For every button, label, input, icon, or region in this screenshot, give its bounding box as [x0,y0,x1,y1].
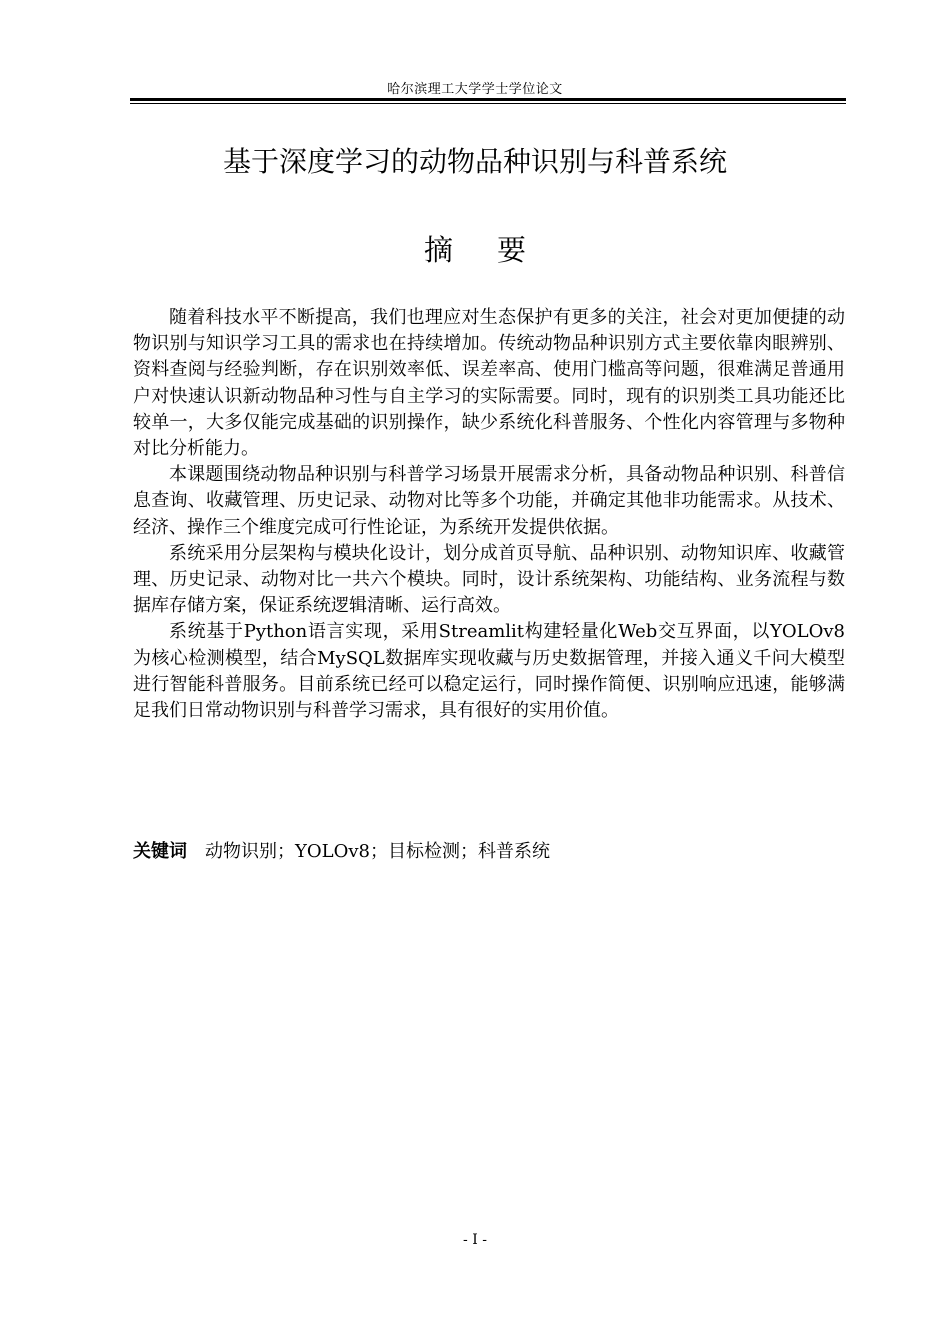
abstract-paragraph-4: 系统基于Python语言实现，采用Streamlit构建轻量化Web交互界面，以YOLOv8为核心检测模型，结合MySQL数据库实现收藏与历史数据管理，并接入通义千问大模型进行智能科普服务。目前系统已经可以稳定运行，同时操作简便、识别响应迅速，能够满足我们日常动物识别与科普学习需求，具有很好的实用价值。 [133,621,845,722]
thesis-title: 基于深度学习的动物品种识别与科普系统 [222,145,727,178]
keywords-line [133,837,845,867]
header-rule-thin [130,103,846,104]
abstract-paragraph-2: 本课题围绕动物品种识别与科普学习场景开展需求分析，具备动物品种识别、科普信息查询、收藏管理、历史记录、动物对比等多个功能，并确定其他非功能需求。从技术、经济、操作三个维度完成可行性论证，为系统开发提供依据。 [133,464,845,538]
abstract-heading: 摘要 [423,233,570,267]
abstract-paragraph-1: 随着科技水平不断提高，我们也理应对生态保护有更多的关注，社会对更加便捷的动物识别与知识学习工具的需求也在持续增加。传统动物品种识别方式主要依靠肉眼辨别、资料查阅与经验判断，存在识别效率低、误差率高、使用门槛高等问题，很难满足普通用户对快速认识新动物品种习性与自主学习的实际需要。同时，现有的识别类工具功能还比较单一，大多仅能完成基础的识别操作，缺少系统化科普服务、个性化内容管理与多物种对比分析能力。 [133,307,845,460]
page-number: - I - [463,1232,487,1248]
keywords-label: 关键词 [133,841,187,862]
keywords-text: 动物识别；YOLOv8；目标检测；科普系统 [205,841,550,862]
header-rule-thick [130,98,846,101]
abstract-paragraph-3: 系统采用分层架构与模块化设计，划分成首页导航、品种识别、动物知识库、收藏管理、历史记录、动物对比一共六个模块。同时，设计系统架构、功能结构、业务流程与数据库存储方案，保证系统逻辑清晰、运行高效。 [133,542,845,617]
running-header: 哈尔滨理工大学学士学位论文 [387,82,563,97]
abstract-body [133,305,845,724]
